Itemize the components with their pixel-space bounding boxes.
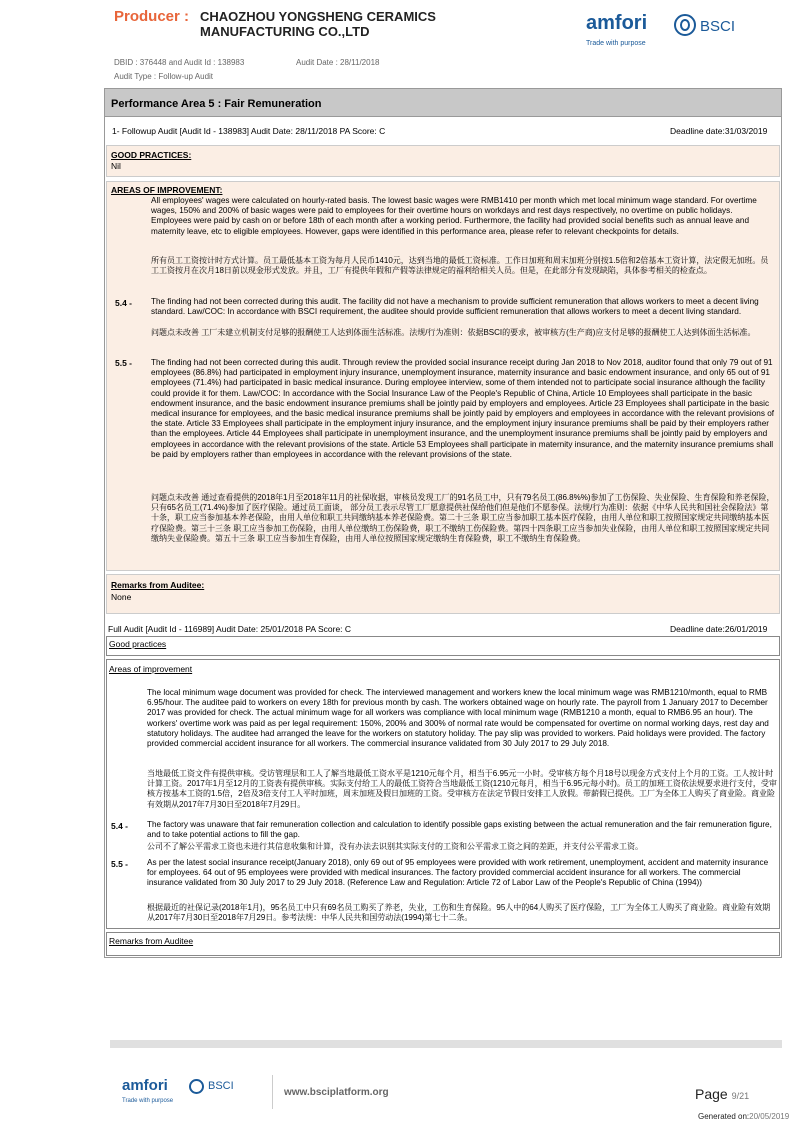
footer-separator bbox=[272, 1075, 273, 1109]
audit1-info: 1- Followup Audit [Audit Id - 138983] Audit Date: 28/11/2018 PA Score: C bbox=[112, 126, 386, 136]
page-label: Page bbox=[695, 1086, 728, 1102]
audit1-deadline: Deadline date:31/03/2019 bbox=[670, 126, 768, 136]
footer-logo-circle-icon bbox=[189, 1079, 204, 1094]
item-text-zh: 问题点未改善 通过查看提供的2018年1月至2018年11月的社保收据，审核员发现工厂的91名员工中，只有79名员工(86.8%%)参加了工伤保险、失业保险、生育保险和养老保险， 只有65名员工(71.4%)参加了医疗保险。通过员工面谈， 部分员工表示尽管工厂愿意提供社保给他们但是他们不愿参保。法规/行为准则：依据《中华人民共和国社会保险法》第十条，职工应当参加基本养老保险，由用人单位和职工共同缴纳基本养老保险费。第二十三条 职工应当参加职工基本医疗保险，由用人单位和职工按照国家规定共同缴纳基本医疗保险费。第三十三条 职工应当参加工伤保险，由用人单位缴纳工伤保险费，职工不缴纳工伤保险费。第四十四条职工应当参加失业保险，由用人单位和职工按照国家规定共同缴纳失业保险费。第五十三条 职工应当参加生育保险，由用人单位按照国家规定缴纳生育保险费，职工不缴纳生育保险费。 bbox=[151, 493, 775, 543]
footer-logo-tagline: Trade with purpose bbox=[122, 1098, 174, 1104]
producer-name: CHAOZHOU YONGSHENG CERAMICS MANUFACTURING CO.,LTD bbox=[200, 9, 436, 39]
producer-label: Producer : bbox=[114, 8, 190, 25]
item-text-zh: 公司不了解公平需求工资也未进行其信息收集和计算，没有办法去识别其实际支付的工资和公平需求工资之间的差距，并支付公平需求工资。 bbox=[147, 842, 643, 851]
areas-intro-en: The local minimum wage document was provided for check. The interviewed management and workers knew the local minimum wage was RMB1210/month, equal to RMB 6.95/hour. The auditee paid to workers on every 18th for previous month by cash. The workers obtained wage on hourly rate. The payroll from 1 January 2017 to December 2017 was provided for check. The actual minimum wage for all workers was compliance with local minimum wage (RMB1210 a month, equal to RMB6.95 an hour). The workers' overtime work was paid as per legal requirement: 150%, 200% and 300% of normal rate would be compensated for overtime on normal working days, rest day and statutory holidays. The auditee had arranged the leave for the workers on statutory holiday. The pay slip was provided to workers. Paid holidays were provided. The factory provided commercial accident insurance for all workers. The commercial insurance validated from 30 July 2017 to 29 July 2018. bbox=[147, 688, 769, 749]
generated-on bbox=[698, 1112, 789, 1121]
amfori-bsci-logo bbox=[586, 10, 786, 50]
dbid-info: DBID : 376448 and Audit Id : 138983 bbox=[114, 58, 245, 67]
performance-area-title: Performance Area 5 : Fair Remuneration bbox=[105, 89, 781, 117]
item-text-zh: 根据最近的社保记录(2018年1月)，95名员工中只有69名员工购买了养老，失业，工伤和生育保险。95人中的64人购买了医疗保险，工厂为全体工人购买了商业险。商业险有效期从2017年7月30日至2018年7月29日。参考法规：中华人民共和国劳动法(1994)第七十二条。 bbox=[147, 903, 771, 923]
item-number: 5.5 - bbox=[115, 358, 133, 368]
audit2-good-practices bbox=[106, 636, 780, 656]
good-practices-value: Nil bbox=[111, 161, 121, 171]
audit1-good-practices bbox=[106, 145, 780, 177]
item-text-en: The factory was unaware that fair remuneration collection and calculation to identify possible gaps existing between the actual remuneration and the fair remuneration figure, and to take potential actions to fill the gap. bbox=[147, 820, 772, 840]
audit1-areas-of-improvement bbox=[106, 181, 780, 571]
logo-sub: BSCI bbox=[700, 18, 736, 35]
item-number: 5.4 - bbox=[111, 821, 129, 831]
footer-logo-sub: BSCI bbox=[208, 1080, 234, 1092]
audit-date-info: Audit Date : 28/11/2018 bbox=[296, 58, 380, 67]
audit-type-info: Audit Type : Follow-up Audit bbox=[114, 72, 214, 81]
logo-brand: amfori bbox=[586, 12, 648, 34]
footer-amfori-bsci-logo bbox=[122, 1076, 262, 1110]
remarks-title: Remarks from Auditee bbox=[109, 936, 194, 946]
generated-date: 20/05/2019 bbox=[749, 1112, 790, 1121]
remarks-value: None bbox=[111, 592, 132, 602]
item-text-en: As per the latest social insurance receipt(January 2018), only 69 out of 95 employees were provided with work retirement, unemployment, accident and maternity insurance for employees. 64 out of 95 employees were provided with medical insurances. The factory provided commercial accident insurance for all workers. The commercial insurance validated from 30 July 2017 to 29 July 2018. (Reference Law and Regulation: Article 72 of Labor Law of the People's Republic of China (1994)) bbox=[147, 858, 769, 888]
footer-logo-brand: amfori bbox=[122, 1077, 168, 1094]
audit2-areas-of-improvement bbox=[106, 659, 780, 929]
page-number bbox=[695, 1086, 749, 1102]
audit2-remarks bbox=[106, 932, 780, 956]
page-num: 9/21 bbox=[731, 1091, 750, 1101]
footer-url[interactable]: www.bsciplatform.org bbox=[284, 1087, 389, 1098]
item-number: 5.5 - bbox=[111, 859, 129, 869]
audit2-info: Full Audit [Audit Id - 116989] Audit Date: 25/01/2018 PA Score: C bbox=[108, 624, 352, 634]
areas-intro-zh: 当地最低工资文件有提供审核。受访管理层和工人了解当地最低工资水平是1210元每个月，相当于6.95元一小时。受审核方每个月18号以现金方式支付上个月的工资。工人按计时计算工资。2017年1月至12月的工资表有提供审核。实际支付给工人的最低工资符合当地最低工资(1210元每月，相当于6.95元每小时)。员工的加班工资依法规要求进行支付，受审核方按基本工资的1.5倍，2倍及3倍支付工人平时加班，周末加班及假日加班的工资。受审核方在法定节假日安排工人放假。带薪假已提供。工厂为全体工人购买了商业险。商业险有效期从2017年7月30日至2018年7月29日。 bbox=[147, 769, 777, 809]
remarks-title: Remarks from Auditee: bbox=[111, 580, 205, 590]
item-number: 5.4 - bbox=[115, 298, 133, 308]
audit1-remarks bbox=[106, 574, 780, 614]
areas-intro-zh: 所有员工工资按计时方式计算。员工最低基本工资为每月人民币1410元，达到当地的最低工资标准。工作日加班和周末加班分别按1.5倍和2倍基本工资计算，法定假无加班。员工工资按月在次月18日前以现金形式发放。并且，工厂有提供年假和产假等法律规定的福利给相关人员。但是，在此部分有发现缺陷，具体参考相关的检查点。 bbox=[151, 256, 769, 276]
generated-label: Generated on: bbox=[698, 1112, 750, 1121]
logo-circle-icon bbox=[674, 14, 696, 36]
areas-title: Areas of improvement bbox=[109, 664, 193, 674]
areas-intro-en: All employees' wages were calculated on hourly-rated basis. The lowest basic wages were RMB1410 per month which met local minimum wage standard. For overtime wages, 150% and 200% of basic wages were paid to employees for their overtime hours on workdays and rest days respectively, no overtime on public holidays. Employees were paid by cash on or before 18th of each month after a working period. Furthermore, the facility had provided social benefits such as annual leave and maternity leave, etc to eligible employees. However, gaps were identified in this performance area, please refer to relevant checkpoints for details. bbox=[151, 196, 757, 236]
good-practices-title: Good practices bbox=[109, 639, 167, 649]
item-text-en: The finding had not been corrected during this audit. The facility did not have a mechanism to provide sufficient remuneration that allows workers to meet a decent living standard. Law/COC: In accordance with BSCI requirement, the auditee should provide sufficient remuneration that allows workers to meet a decent living standard. bbox=[151, 297, 759, 317]
areas-title: AREAS OF IMPROVEMENT: bbox=[111, 185, 223, 195]
logo-tagline: Trade with purpose bbox=[586, 40, 646, 47]
item-text-en: The finding had not been corrected during this audit. Through review the provided social insurance receipt during Jan 2018 to Nov 2018, auditor found that only 79 out of 91 employees (86.8%) had participated in employment injury insurance, unemployment insurance, maternity insurance and basic endowment insurance, and only 65 out of 91 employees (71.4%) had participated in basic medical insurance. During employee interview, some of them intended not to participate social insurance although the facility could provide it for them. Law/COC: In accordance with the Social Insurance Law of the People's Republic of China, Article 10 Employees shall participate in the basic endowment insurance, and the basic endowment insurance premiums shall be jointly paid by employers and employees. Article 23 Employees shall participate in the basic medical insurance for employees, and the basic medical insurance premiums shall be jointly paid by employers and employees in accordance with the relevant provisions of the state. Article 33 Employees shall participate in the employment injury insurance, and the employment injury insurance premiums shall be paid by their employers rather than the employees. Article 44 Employees shall participate in unemployment insurance, and the unemployment insurance premiums shall be jointly paid by employers and employees in accordance with the relevant provisions of the state. Article 53 Employees shall participate in maternity insurance, and the maternity insurance premiums shall be paid by employers rather than employees in accordance with the relevant provisions of the state. bbox=[151, 358, 775, 459]
footer-bar bbox=[110, 1040, 782, 1048]
item-text-zh: 问题点未改善 工厂未建立机制支付足够的报酬使工人达到体面生活标准。法规/行为准则：依据BSCI的要求，被审核方(生产商)应支付足够的报酬使工人达到体面生活标准。 bbox=[151, 328, 756, 337]
audit2-deadline: Deadline date:26/01/2019 bbox=[670, 624, 768, 634]
good-practices-title: GOOD PRACTICES: bbox=[111, 150, 192, 160]
